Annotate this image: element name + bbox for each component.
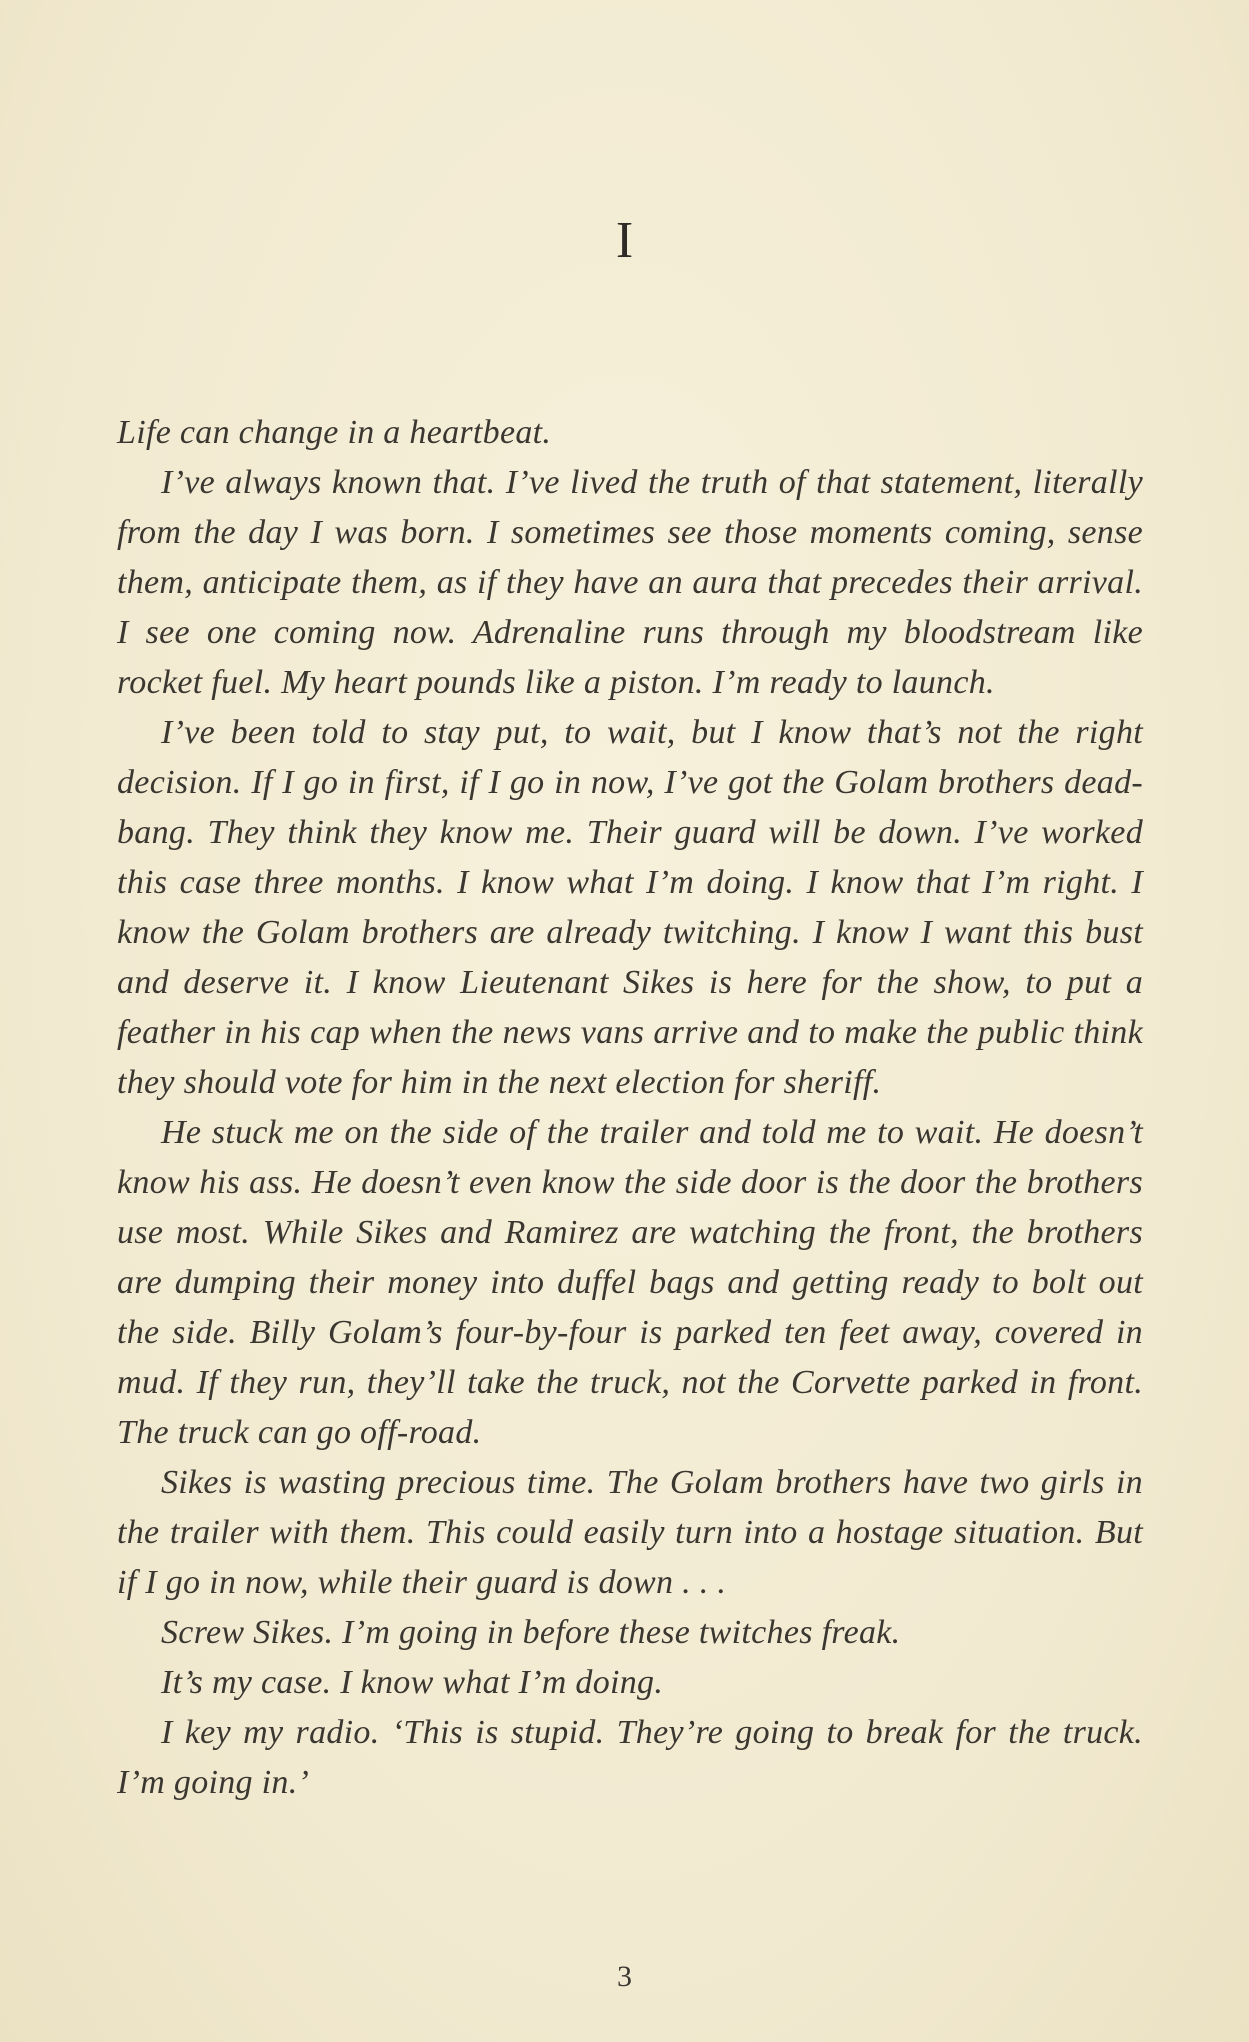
- paragraph: Life can change in a heartbeat.: [117, 414, 552, 451]
- paragraph: It’s my case. I know what I’m doing.: [161, 1664, 664, 1701]
- paragraph: I’ve been told to stay put, to wait, but I know that’s not the right decision. If I go in first, if I go in now, I’ve got the Golam brothers dead-bang. They think they know me. Their guard will be down. I’ve worked this case three months. I know what I’m doing. I know that I’m right. I know the Golam brothers are already twitching. I know I want this bust and deserve it. I know Lieutenant Sikes is here for the show, to put a feather in his cap when the news vans arrive and to make the public think they should vote for him in the next election for sheriff.: [117, 714, 1143, 1101]
- page-number: 3: [617, 1960, 632, 1993]
- paragraph: I’ve always known that. I’ve lived the truth of that statement, literally from the day I was born. I sometimes see those moments coming, sense them, anticipate them, as if they have an aura that precedes their arrival. I see one coming now. Adrenaline runs through my bloodstream like rocket fuel. My heart pounds like a piston. I’m ready to launch.: [117, 464, 1143, 701]
- paragraph: I key my radio. ‘This is stupid. They’re going to break for the truck. I’m going in.’: [117, 1714, 1143, 1801]
- chapter-body: [117, 408, 1143, 1808]
- paragraph: Sikes is wasting precious time. The Golam brothers have two girls in the trailer with them. This could easily turn into a hostage situation. But if I go in now, while their guard is down . . .: [117, 1464, 1143, 1601]
- paragraph: He stuck me on the side of the trailer and told me to wait. He doesn’t know his ass. He doesn’t even know the side door is the door the brothers use most. While Sikes and Ramirez are watching the front, the brothers are dumping their money into duffel bags and getting ready to bolt out the side. Billy Golam’s four-by-four is parked ten feet away, covered in mud. If they run, they’ll take the truck, not the Corvette parked in front. The truck can go off-road.: [117, 1114, 1143, 1451]
- paragraph: Screw Sikes. I’m going in before these twitches freak.: [161, 1614, 901, 1651]
- chapter-heading: I: [615, 212, 634, 269]
